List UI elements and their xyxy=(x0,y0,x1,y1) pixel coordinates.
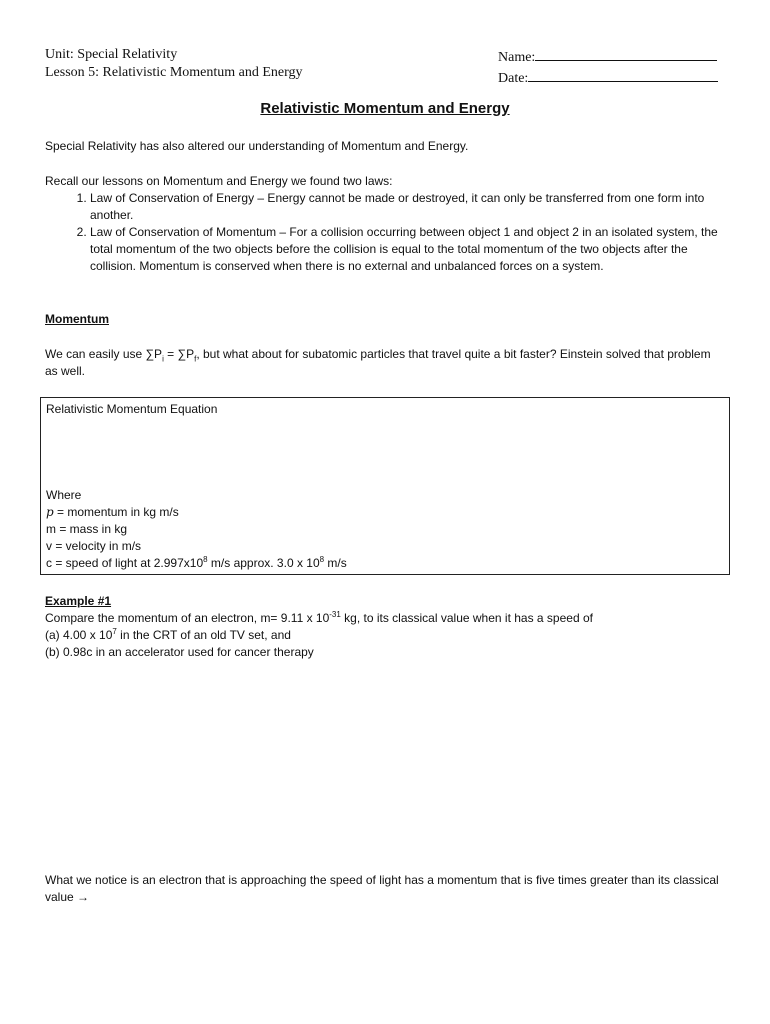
c-def-a: c = speed of light at 2.997x10 xyxy=(46,556,204,570)
p-definition xyxy=(46,504,347,521)
c-definition xyxy=(46,555,347,572)
momentum-heading: Momentum xyxy=(45,312,109,326)
example-heading: Example #1 xyxy=(45,594,112,608)
name-row xyxy=(498,46,718,67)
c-exp2: 8 xyxy=(319,555,325,564)
unit-label: Unit: Special Relativity xyxy=(45,47,178,62)
header-right xyxy=(498,46,718,88)
lesson-label: Lesson 5: Relativistic Momentum and Energy xyxy=(45,65,303,80)
sub-i: i xyxy=(162,354,164,364)
name-blank-line[interactable] xyxy=(535,46,717,61)
date-label: Date: xyxy=(498,71,529,86)
c-exp: 8 xyxy=(203,555,208,564)
where-label: Where xyxy=(46,488,82,502)
p-symbol: p xyxy=(46,505,54,519)
example-line-2-b: in the CRT of an old TV set, and xyxy=(116,628,291,642)
c-def-b: m/s approx. 3.0 x 10 xyxy=(207,556,320,570)
example-line-1-a: Compare the momentum of an electron, m= 9.11 x 10 xyxy=(45,611,330,625)
example-line-1-exp: -31 xyxy=(329,610,341,619)
date-blank-line[interactable] xyxy=(528,67,718,82)
laws-list xyxy=(45,190,725,275)
law-item-energy: 1. Law of Conservation of Energy – Energy cannot be made or destroyed, it can only be transferred from one form into another. xyxy=(90,190,725,224)
m-definition: m = mass in kg xyxy=(46,522,128,536)
v-definition: v = velocity in m/s xyxy=(46,539,142,553)
p-def-text: = momentum in kg m/s xyxy=(53,505,179,519)
law-item-momentum: 2. Law of Conservation of Momentum – For a collision occurring between object 1 and object 2 in an isolated system, the total momentum of the two objects before the collision is equal to the total momentum of the two objects after the collision. Momentum is conserved when there is no external and unbalanced forces on a system. xyxy=(90,224,725,275)
sub-f: f xyxy=(194,354,197,364)
recall-paragraph: Recall our lessons on Momentum and Energy we found two laws: xyxy=(45,174,393,188)
sum-pi-symbol: ∑P xyxy=(145,347,163,361)
intro-paragraph: Special Relativity has also altered our understanding of Momentum and Energy. xyxy=(45,139,469,153)
example-line-2-a: (a) 4.00 x 10 xyxy=(45,628,113,642)
c-def-c: m/s xyxy=(324,556,347,570)
example-line-1 xyxy=(45,610,725,627)
equation-box xyxy=(40,397,730,575)
example-line-2-exp: 7 xyxy=(112,627,117,636)
equation-box-title: Relativistic Momentum Equation xyxy=(46,402,218,416)
recall-section xyxy=(45,173,725,275)
momentum-text-after: , but what about for subatomic particles that travel quite a bit faster? Einstein solved that problem as well. xyxy=(45,347,711,378)
example-body xyxy=(45,610,725,661)
notice-paragraph: What we notice is an electron that is approaching the speed of light has a momentum that is five times greater than its classical value → xyxy=(45,873,719,904)
page-title: Relativistic Momentum and Energy xyxy=(260,100,510,117)
date-row xyxy=(498,67,718,88)
example-line-1-b: kg, to its classical value when it has a speed of xyxy=(340,611,593,625)
variable-definitions xyxy=(46,487,347,572)
name-label: Name: xyxy=(498,50,536,65)
momentum-text-before: We can easily use xyxy=(45,347,146,361)
example-line-2 xyxy=(45,627,725,644)
momentum-paragraph xyxy=(45,346,725,380)
example-line-3: (b) 0.98c in an accelerator used for cancer therapy xyxy=(45,645,314,659)
header-left xyxy=(45,46,303,82)
sum-pf-symbol: = ∑P xyxy=(163,347,195,361)
